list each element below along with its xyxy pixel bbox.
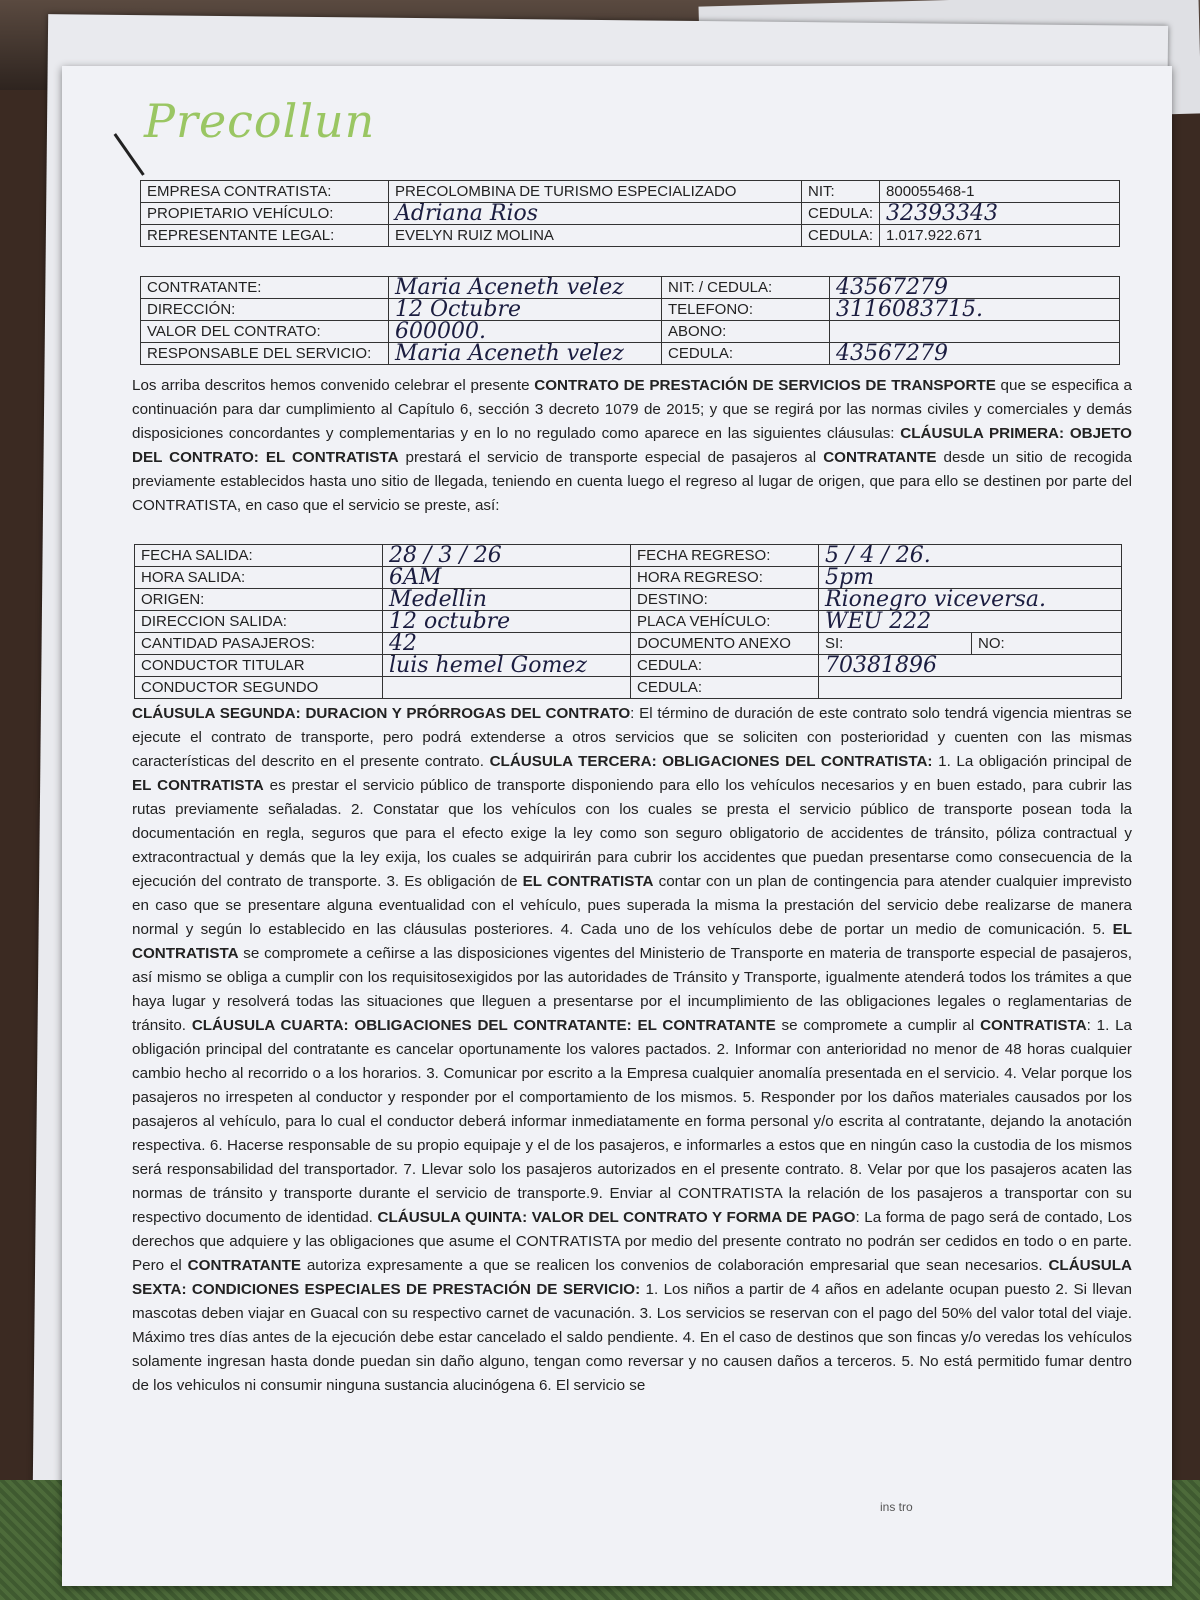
clause-4-text-1: se compromete a cumplir al (775, 1017, 981, 1034)
hora-regreso-label: HORA REGRESO: (631, 567, 819, 589)
cedula-value: 43567279 (830, 343, 1120, 365)
clause-3-bold-2: EL CONTRATISTA (522, 873, 654, 890)
clause-1-title: CLÁUSULA PRIMERA: OBJETO DEL CONTRATO: EL CONTRATISTA (132, 425, 1132, 466)
conductor-titular-cedula-label: CEDULA: (631, 655, 819, 677)
legal-cedula-label: CEDULA: (802, 225, 880, 247)
owner-label: PROPIETARIO VEHÍCULO: (141, 203, 389, 225)
clause-3-bold-1: EL CONTRATISTA (132, 777, 264, 794)
clause-3-bold-3: EL CONTRATISTA (132, 921, 1132, 962)
hora-regreso-value: 5pm (819, 567, 1122, 589)
contratante-table (140, 276, 1120, 365)
clause-3-text-2: es prestar el servicio público de transporte disponiendo para ello los vehículos necesarios y en buen estado, para cubrir las rutas previamente señaladas. 2. Constatar que los vehículos con los cuales se presta el servicio público de transporte posean toda la documentación en regla, seguros que para el efecto exige la ley como son seguro obligatorio de accidentes de tránsito, póliza contractual y extracontractual y demás que la ley exija, los cuales se adquirirán para cubrir los accidentes que puedan presentarse como consecuencia de la ejecución del contrato de transporte. 3. Es obligación de (132, 777, 1132, 890)
origen-value: Medellin (383, 589, 631, 611)
nit-cedula-value: 43567279 (830, 277, 1120, 299)
abono-value (830, 321, 1120, 343)
hora-salida-value: 6AM (383, 567, 631, 589)
conductor-titular-cedula-value: 70381896 (819, 655, 1122, 677)
contratante-label: CONTRATANTE: (141, 277, 389, 299)
clause-5-bold-1: CONTRATANTE (187, 1257, 301, 1274)
company-value: PRECOLOMBINA DE TURISMO ESPECIALIZADO (389, 181, 802, 203)
clause-4-title: CLÁUSULA CUARTA: OBLIGACIONES DEL CONTRATANTE: EL CONTRATANTE (191, 1017, 776, 1034)
fecha-regreso-label: FECHA REGRESO: (631, 545, 819, 567)
clause-5-title: CLÁUSULA QUINTA: VALOR DEL CONTRATO Y FORMA DE PAGO (377, 1209, 856, 1226)
valor-value: 600000. (389, 321, 662, 343)
placa-label: PLACA VEHÍCULO: (631, 611, 819, 633)
responsable-value: Maria Aceneth velez (389, 343, 662, 365)
clause-2-title: CLÁUSULA SEGUNDA: DURACION Y PRÓRROGAS DEL CONTRATO (132, 705, 631, 722)
clause-3-text-3: contar con un plan de contingencia para atender cualquier imprevisto en caso que se presentare alguna eventualidad con el vehículo, pues superada la misma la prestación del servicio debe realizarse de manera normal y según lo establecido en las cláusulas posteriores. 4. Cada uno de los vehículos debe de portar un medio de comunicación. 5. (132, 873, 1132, 938)
clause-6-title: CLÁUSULA SEXTA: CONDICIONES ESPECIALES DE PRESTACIÓN DE SERVICIO: (132, 1257, 1132, 1298)
owner-value: Adriana Rios (389, 203, 802, 225)
destino-value: Rionegro viceversa. (819, 589, 1122, 611)
clause-5-text-1: : La forma de pago será de contado, Los derechos que adquiere y las obligaciones que asume el CONTRATISTA por medio del presente contrato no podrán ser cedidos en todo o en parte. Pero el (132, 1209, 1132, 1274)
intro-text-2: que se especifica a continuación para dar cumplimiento al Capítulo 6, sección 3 decreto 1079 de 2015; y que se regirá por las normas civiles y comerciales y demás disposiciones concordantes y complementarias y en lo no regulado como aparece en las siguientes cláusulas: (132, 377, 1132, 442)
conductor-segundo-cedula-value (819, 677, 1122, 699)
clause-2-text: : El término de duración de este contrato solo tendrá vigencia mientras se ejecute el contrato de transporte, pero podrá extenderse a otros servicios que se soliciten con posterioridad y cuenten con las mismas características del descrito en el presente contrato. (132, 705, 1132, 770)
intro-text-1: Los arriba descritos hemos convenido celebrar el presente (132, 377, 535, 394)
legal-rep-label: REPRESENTANTE LEGAL: (141, 225, 389, 247)
clause-4-text-2: : 1. La obligación principal del contratante es cancelar oportunamente los valores pactados. 2. Informar con anterioridad no menor de 48 horas cualquier cambio hecho al recorrido o a los horarios. 3. Comunicar por escrito a la Empresa cualquier anomalía presentada en el servicio. 4. Velar porque los pasajeros no irrespeten al conductor y responder por el comportamiento de los mismos. 5. Responder por los daños materiales causados por los pasajeros al vehículo, para lo cual el conductor deberá informar inmediatamente en forma personal y/o escrita al contratante, dejando la anotación respectiva. 6. Hacerse responsable de su propio equipaje y el de los pasajeros, e informarles a estos que en ningún caso la custodia de los mismos será responsabilidad del transportador. 7. Llevar solo los pasajeros autorizados en el presente contrato. 8. Velar por que los pasajeros acaten las normas de tránsito y transporte durante el servicio de transporte.9. Enviar al CONTRATISTA la relación de los pasajeros a transportar con su respectivo documento de identidad. (132, 1017, 1132, 1226)
owner-cedula-value: 32393343 (880, 203, 1120, 225)
hora-salida-label: HORA SALIDA: (135, 567, 383, 589)
conductor-segundo-value (383, 677, 631, 699)
nit-cedula-label: NIT: / CEDULA: (662, 277, 830, 299)
placa-value: WEU 222 (819, 611, 1122, 633)
clause-4-bold-1: CONTRATISTA (980, 1017, 1087, 1034)
pasajeros-value: 42 (383, 633, 631, 655)
bottom-paper-fragment: ins tro (880, 1500, 913, 1514)
documento-anexo-label: DOCUMENTO ANEXO (631, 633, 819, 655)
fecha-salida-value: 28 / 3 / 26 (383, 545, 631, 567)
fecha-salida-label: FECHA SALIDA: (135, 545, 383, 567)
logo-text: Precollun (144, 94, 376, 148)
no-label: NO: (972, 633, 1122, 655)
telefono-label: TELEFONO: (662, 299, 830, 321)
telefono-value: 3116083715. (830, 299, 1120, 321)
direccion-salida-value: 12 octubre (383, 611, 631, 633)
destino-label: DESTINO: (631, 589, 819, 611)
fecha-regreso-value: 5 / 4 / 26. (819, 545, 1122, 567)
pasajeros-label: CANTIDAD PASAJEROS: (135, 633, 383, 655)
clause-3-title: CLÁUSULA TERCERA: OBLIGACIONES DEL CONTRATISTA: (489, 753, 933, 770)
legal-rep-value: EVELYN RUIZ MOLINA (389, 225, 802, 247)
si-label: SI: (819, 633, 972, 655)
intro-text-3: prestará el servicio de transporte especial de pasajeros al (398, 449, 824, 466)
valor-label: VALOR DEL CONTRATO: (141, 321, 389, 343)
direccion-label: DIRECCIÓN: (141, 299, 389, 321)
abono-label: ABONO: (662, 321, 830, 343)
intro-bold-1: CONTRATO DE PRESTACIÓN DE SERVICIOS DE TRANSPORTE (534, 377, 996, 394)
clause-3-text-1: 1. La obligación principal de (932, 753, 1132, 770)
contratante-value: Maria Aceneth velez (389, 277, 662, 299)
intro-text-4: desde un sitio de recogida previamente establecidos hasta uno sitio de llegada, teniendo en cuenta luego el regreso al lugar de origen, que para ello se destinen por parte del CONTRATISTA, en caso que el servicio se preste, así: (132, 449, 1132, 514)
origen-label: ORIGEN: (135, 589, 383, 611)
company-logo (144, 94, 375, 148)
contract-sheet (62, 66, 1172, 1586)
direccion-salida-label: DIRECCION SALIDA: (135, 611, 383, 633)
clause-3-text-4: se compromete a ceñirse a las disposiciones vigentes del Ministerio de Transporte en materia de transporte especial de pasajeros, así mismo se obliga a cumplir con los requisitosexigidos por las autoridades de Tránsito y Transporte, igualmente atenderá todos los trámites a que haya lugar y resolverá todas las situaciones que lleguen a presentarse por el incumplimiento de las obligaciones legales o reglamentarias de tránsito. (132, 945, 1132, 1034)
legal-cedula-value: 1.017.922.671 (880, 225, 1120, 247)
responsable-label: RESPONSABLE DEL SERVICIO: (141, 343, 389, 365)
owner-cedula-label: CEDULA: (802, 203, 880, 225)
clauses-body (132, 702, 1132, 1398)
nit-value: 800055468-1 (880, 181, 1120, 203)
direccion-value: 12 Octubre (389, 299, 662, 321)
company-table (140, 180, 1120, 247)
intro-bold-2: CONTRATANTE (823, 449, 937, 466)
intro-paragraph (132, 374, 1132, 518)
conductor-titular-value: luis hemel Gomez (383, 655, 631, 677)
trip-table (134, 544, 1122, 699)
nit-label: NIT: (802, 181, 880, 203)
company-label: EMPRESA CONTRATISTA: (141, 181, 389, 203)
conductor-segundo-cedula-label: CEDULA: (631, 677, 819, 699)
conductor-segundo-label: CONDUCTOR SEGUNDO (135, 677, 383, 699)
cedula-label: CEDULA: (662, 343, 830, 365)
clause-5-text-2: autoriza expresamente a que se realicen los convenios de colaboración empresarial que sean necesarios. (300, 1257, 1049, 1274)
clause-6-text: 1. Los niños a partir de 4 años en adelante ocupan puesto 2. Si llevan mascotas deben viajar en Guacal con su respectivo carnet de vacunación. 3. Los servicios se reservan con el pago del 50% del valor total del viaje. Máximo tres días antes de la ejecución debe estar cancelado el saldo pendiente. 4. En el caso de destinos que son fincas y/o veredas los vehículos solamente ingresan hasta donde puedan sin daño alguno, tengan como reversar y no causen daños a terceros. 5. No está permitido fumar dentro de los vehiculos ni consumir ninguna sustancia alucinógena 6. El servicio se (132, 1281, 1132, 1394)
conductor-titular-label: CONDUCTOR TITULAR (135, 655, 383, 677)
